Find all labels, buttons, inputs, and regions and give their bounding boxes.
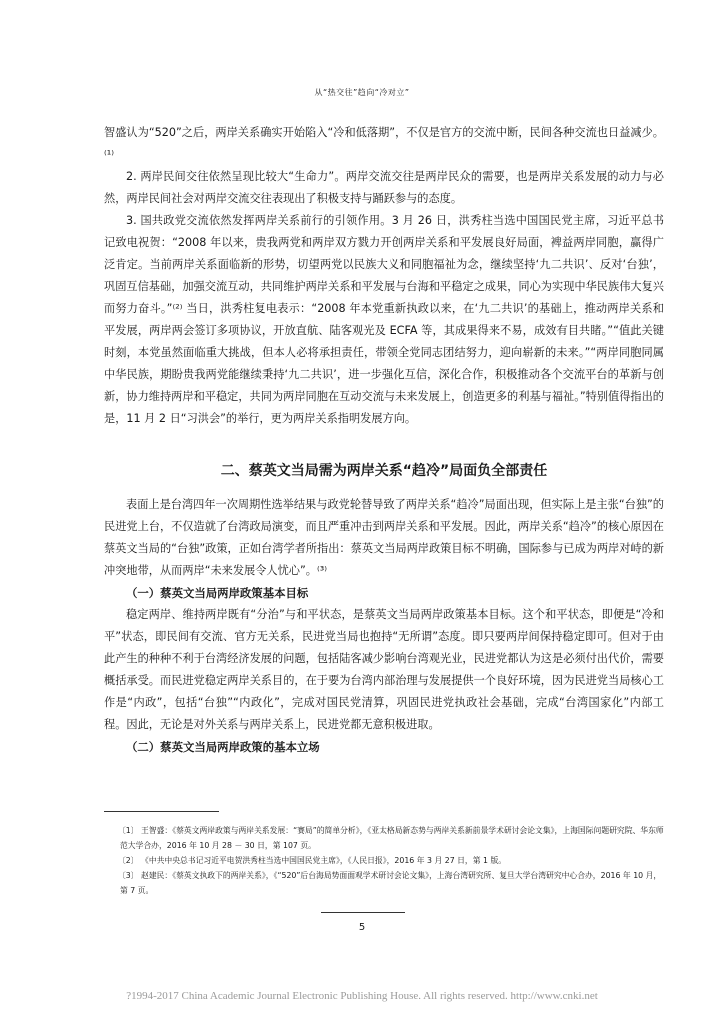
paragraph: 3. 国共政党交流依然发挥两岸关系前行的引领作用。3 月 26 日，洪秀柱当选中国国民党主席，习近平总书记致电祝贺：“2008 年以来，贵我两党和两岸双方戮力开创两岸关系和平发展良好局面，裨益两岸同胞，赢得广泛肯定。当前两岸关系面临新的形势，切望两党以民族大义和同胞福祉为念，继续坚持‘九二共识’、反对‘台独’，巩固互信基础，加强交流互动，共同维护两岸关系和平发展与台海和平稳定之成果，同心为实现中华民族伟大复兴而努力奋斗。”⁽²⁾ 当日，洪秀柱复电表示：“2008 年本党重新执政以来，在‘九二共识’的基础上，推动两岸关系和平发展，两岸两会签订多项协议，开放直航、陆客观光及 ECFA 等，其成果得来不易，成效有目共睹。”“值此关键时刻，本党虽然面临重大挑战，但本人必将承担责任，带领全党同志团结努力，迎向崭新的未来。”“两岸同胞同属中华民族，期盼贵我两党能继续秉持‘九二共识’，进一步强化互信，深化合作，积极推动各个交流平台的革新与创新，协力维持两岸和平稳定，共同为两岸同胞在互动交流与未来发展上，创造更多的利基与福祉。”特别值得指出的是，11 月 2 日“习洪会”的举行，更为两岸关系指明发展方向。 xyxy=(104,214,664,425)
paragraph: 2. 两岸民间交往依然呈现比较大“生命力”。两岸交流交往是两岸民众的需要，也是两岸关系发展的动力与必然，两岸民间社会对两岸交流交往表现出了积极支持与踊跃参与的态度。 xyxy=(104,170,664,205)
copyright-watermark: ?1994-2017 China Academic Journal Electronic Publishing House. All rights reserved. http://www.cnki.net xyxy=(126,990,598,1002)
paragraph: 表面上是台湾四年一次周期性选举结果与政党轮替导致了两岸关系“趋冷”局面出现，但实际上是主张“台独”的民进党上台，不仅造就了台湾政局演变，而且严重冲击到两岸关系和平发展。因此，两岸关系“趋冷”的核心原因在蔡英文当局的“台独”政策，正如台湾学者所指出：蔡英文当局两岸政策目标不明确，国际参与已成为两岸对峙的新冲突地带，从而两岸“未来发展令人忧心”。⁽³⁾ xyxy=(104,498,664,577)
section-heading: 二、蔡英文当局需为两岸关系“趋冷”局面负全部责任 xyxy=(220,463,548,479)
subheading: （一）蔡英文当局两岸政策基本目标 xyxy=(126,586,309,600)
paragraph: 智盛认为“520”之后，两岸关系确实开始陷入“冷和低落期”，不仅是官方的交流中断，民间各种交流也日益减少。⁽¹⁾ xyxy=(104,126,664,161)
running-header: 从“热交往”趋向“冷对立” xyxy=(314,88,410,97)
footnotes xyxy=(104,823,664,898)
page-number: 5 xyxy=(358,922,366,933)
main-text xyxy=(104,122,664,430)
subheading: （二）蔡英文当局两岸政策的基本立场 xyxy=(126,740,320,754)
paragraph: 稳定两岸、维持两岸既有“分治”与和平状态，是蔡英文当局两岸政策基本目标。这个和平状态，即便是“冷和平”状态，即民间有交流、官方无关系，民进党当局也抱持“无所谓”态度。即只要两岸间保持稳定即可。但对于由此产生的种种不利于台湾经济发展的问题，包括陆客减少影响台湾观光业，民进党都认为这是必须付出代价，需要概括承受。而民进党稳定两岸关系目的，在于要为台湾内部治理与发展提供一个良好环境，因为民进党当局核心工作是“内政”，包括“台独”“内政化”，完成对国民党清算，巩固民进党执政社会基础，完成“台湾国家化”内部工程。因此，无论是对外关系与两岸关系上，民进党都无意积极进取。 xyxy=(104,608,664,731)
footnote-divider xyxy=(104,811,219,812)
footnote: 〔2〕 《中共中央总书记习近平电贺洪秀柱当选中国国民党主席》，《人民日报》，2016 年 3 月 27 日，第 1 版。 xyxy=(118,856,507,865)
page-number-divider xyxy=(321,912,405,913)
footnote: 〔1〕 王智盛：《蔡英文两岸政策与两岸关系发展：“赛局”的简单分析》，《亚太格局新态势与两岸关系新前景学术研讨会论文集》，上海国际问题研究院、华东师范大学合办，2016 年 10 月 28 － 30 日，第 107 页。 xyxy=(118,826,664,850)
section-two xyxy=(104,456,664,758)
footnote: 〔3〕 赵建民：《蔡英文执政下的两岸关系》，《“520”后台海局势面面观学术研讨会论文集》，上海台湾研究所、复旦大学台湾研究中心合办，2016 年 10 月，第 7 页。 xyxy=(118,871,662,895)
